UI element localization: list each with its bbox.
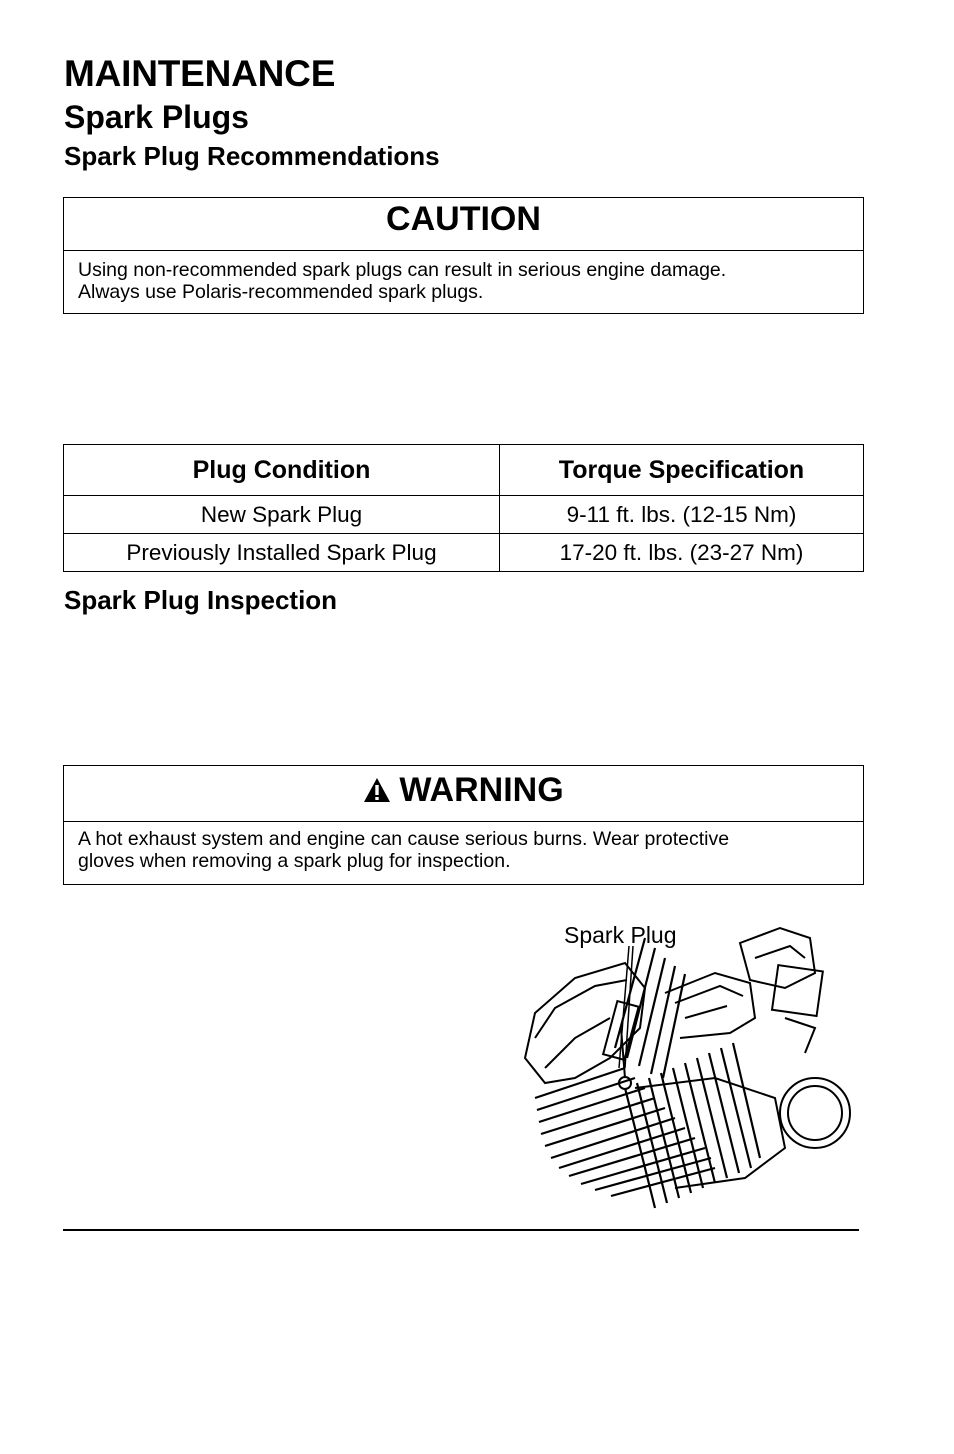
column-header: Torque Specification (500, 445, 864, 496)
warning-heading-bar (64, 766, 863, 822)
warning-heading: WARNING (399, 771, 564, 809)
warning-triangle-icon (363, 768, 391, 816)
caution-text-line: Using non-recommended spark plugs can result in serious engine damage. (78, 259, 727, 281)
section-title: MAINTENANCE (64, 53, 336, 94)
table-row (64, 534, 864, 572)
warning-box (63, 765, 864, 885)
torque-spec-table (63, 444, 864, 572)
column-header: Plug Condition (64, 445, 500, 496)
table-cell: Previously Installed Spark Plug (64, 534, 500, 572)
topic-title: Spark Plugs (64, 99, 249, 135)
caution-text (64, 251, 863, 303)
subsection-heading-inspection: Spark Plug Inspection (64, 585, 338, 615)
table-cell: 17-20 ft. lbs. (23-27 Nm) (500, 534, 864, 572)
warning-text-line: A hot exhaust system and engine can cause serious burns. Wear protective (78, 828, 730, 850)
page-divider (63, 1229, 859, 1231)
engine-illustration (515, 918, 865, 1218)
table-header-row (64, 445, 864, 496)
engine-drawing (515, 918, 865, 1218)
table-cell: New Spark Plug (64, 496, 500, 534)
caution-text-line: Always use Polaris-recommended spark plugs. (78, 281, 484, 303)
caution-box (63, 197, 864, 314)
subsection-heading-recommendations: Spark Plug Recommendations (64, 141, 440, 171)
caution-heading: CAUTION (64, 198, 863, 251)
warning-text (64, 822, 863, 872)
warning-text-line: gloves when removing a spark plug for inspection. (78, 850, 511, 872)
table-row (64, 496, 864, 534)
table-cell: 9-11 ft. lbs. (12-15 Nm) (500, 496, 864, 534)
figure-label-spark-plug: Spark Plug (564, 922, 677, 948)
